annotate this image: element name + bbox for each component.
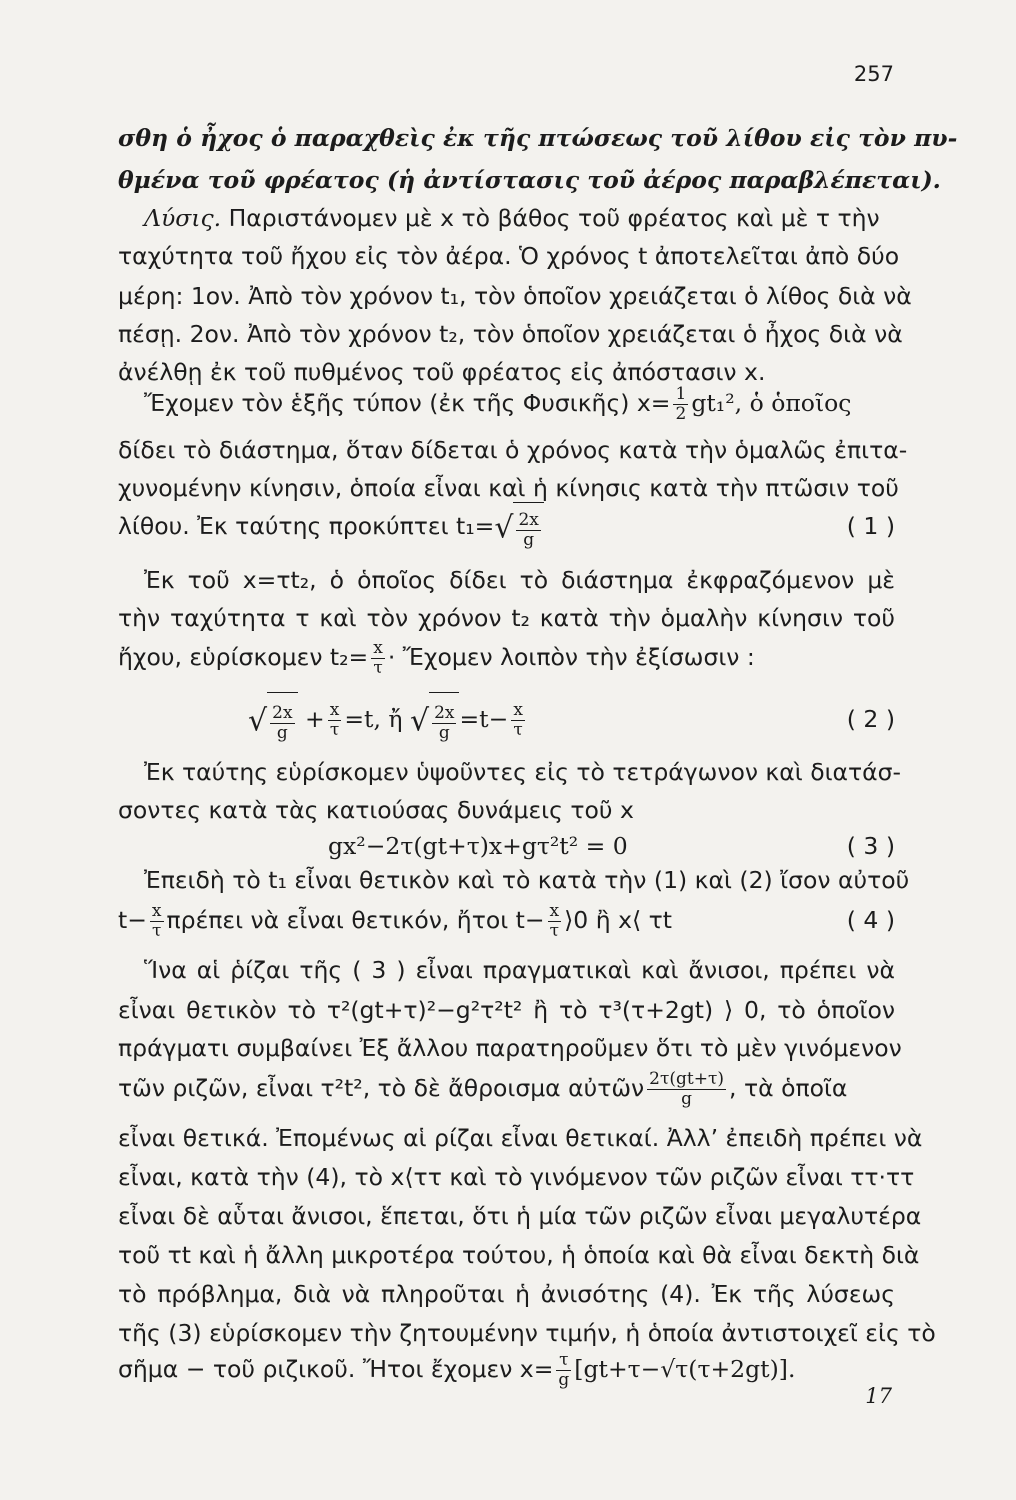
frac-den: τ <box>513 720 523 740</box>
equation-3-body: gx²−2τ(gt+τ)x+gτ²t² = 0 <box>328 832 628 860</box>
text-line-8b: gt₁², ὁ ὁποῖος <box>691 389 852 417</box>
text-line-29: τὸ πρόβλημα, διὰ νὰ πληροῦται ἡ ἀνισότης (4). Ἐκ τῆς λύσεως <box>118 1280 895 1308</box>
text-line-27: εἶναι δὲ αὗται ἄνισοι, ἕπεται, ὅτι ἡ μία τῶν ριζῶν εἶναι μεγαλυτέρα <box>118 1202 922 1230</box>
sqrt-2x-over-g: √ $\frac{2x}{g}$ <box>494 501 544 555</box>
text-line-24a: τῶν ριζῶν, εἶναι τ²t², τὸ δὲ ἄθροισμα αὐτῶν <box>118 1074 645 1102</box>
plus-sign: + <box>305 705 325 733</box>
final-expression: gt+τ−√τ(τ+2gt) <box>583 1355 779 1383</box>
text-line-23: πράγματι συμβαίνει Ἐξ ἄλλου παρατηροῦμεν ὅτι τὸ μὲν γινόμενον <box>118 1034 902 1062</box>
frac-num: x <box>513 700 523 720</box>
equation-2b: =t− <box>459 705 509 733</box>
text-line-20b: πρέπει νὰ εἶναι θετικόν, ἤτοι t− <box>166 906 545 934</box>
text-line-16: Ἐκ ταύτης εὑρίσκομεν ὑψοῦντες εἰς τὸ τετράγωνον καὶ διατάσ- <box>144 758 902 786</box>
frac-num: 2x <box>434 702 455 723</box>
frac-num: 1 <box>675 384 687 404</box>
text-line-20a: t− <box>118 906 147 934</box>
text-line-9: δίδει τὸ διάστημα, ὅταν δίδεται ὁ χρόνος κατὰ τὴν ὁμαλῶς ἐπιτα- <box>118 436 908 464</box>
frac-den: 2 <box>675 404 687 424</box>
text-line-25: εἶναι θετικά. Ἐπομένως αἱ ρίζαι εἶναι θετικαί. Ἀλλ’ ἐπειδὴ πρέπει νὰ <box>118 1124 923 1152</box>
text-line-13: τὴν ταχύτητα τ καὶ τὸν χρόνον t₂ κατὰ τὴν ὁμαλὴν κίνησιν τοῦ <box>118 604 895 632</box>
text-line-24 <box>118 1060 895 1116</box>
text-line-31a: σῆμα − τοῦ ριζικοῦ. Ἤτοι ἔχομεν x= <box>118 1355 554 1383</box>
frac-num: 2x <box>518 509 539 530</box>
text-line-5: μέρη: 1ον. Ἀπὸ τὸν χρόνον t₁, τὸν ὁποῖον χρειάζεται ὁ λίθος διὰ νὰ <box>118 282 912 310</box>
text-line-26: εἶναι, κατὰ τὴν (4), τὸ x⟨ττ καὶ τὸ γινόμενον τῶν ριζῶν εἶναι ττ·ττ <box>118 1163 915 1191</box>
text-line-1: σθη ὁ ἦχος ὁ παραχθεὶς ἐκ τῆς πτώσεως τοῦ λίθου εἰς τὸν πυ- <box>118 124 958 152</box>
text-line-20 <box>118 893 895 947</box>
text-line-7: ἀνέλθῃ ἐκ τοῦ πυθμένος τοῦ φρέατος εἰς ἀπόστασιν x. <box>118 358 766 386</box>
frac-num: τ <box>556 1351 571 1371</box>
frac-den: g <box>681 1089 693 1109</box>
frac-den: τ <box>152 921 162 941</box>
frac-den: g <box>523 529 535 550</box>
page-number: 257 <box>853 62 894 86</box>
equation-number-2: ( 2 ) <box>846 705 895 733</box>
text-line-17: σοντες κατὰ τὰς κατιούσας δυνάμεις τοῦ x <box>118 796 634 824</box>
text-line-2: θμένα τοῦ φρέατος (ἡ ἀντίστασις τοῦ ἀέρος παραβλέπεται). <box>118 166 941 194</box>
equation-2a: =t, ἤ <box>344 705 403 733</box>
text-line-24b: , τὰ ὁποῖα <box>729 1074 848 1102</box>
frac-num: x <box>549 901 560 921</box>
text-line-8 <box>118 375 895 431</box>
text-line-6: πέσῃ. 2ον. Ἀπὸ τὸν χρόνον t₂, τὸν ὁποῖον χρειάζεται ὁ ἦχος διὰ νὰ <box>118 320 903 348</box>
equation-number-3: ( 3 ) <box>846 832 895 860</box>
frac-den: g <box>558 1370 570 1390</box>
frac-num: x <box>329 700 340 720</box>
frac-num: 2τ(gt+τ) <box>649 1069 725 1089</box>
frac-den: τ <box>373 658 383 678</box>
text-line-3 <box>118 198 895 238</box>
text-line-11 <box>118 500 895 552</box>
text-line-14a: ἤχου, εὑρίσκομεν t₂= <box>118 643 369 671</box>
text-line-22: εἶναι θετικὸν τὸ τ²(gt+τ)²−g²τ²t² ἢ τὸ τ³(τ+2gt) ⟩ 0, τὸ ὁποῖον <box>118 996 895 1024</box>
text-line-4: ταχύτητα τοῦ ἤχου εἰς τὸν ἀέρα. Ὁ χρόνος t ἀποτελεῖται ἀπὸ δύο <box>118 242 900 270</box>
text-line-11a: λίθου. Ἐκ ταύτης προκύπτει t₁= <box>118 512 495 540</box>
text-line-8a: Ἔχομεν τὸν ἑξῆς τύπον (ἐκ τῆς Φυσικῆς) x= <box>144 389 671 417</box>
text-line-3-body: Παριστάνομεν μὲ x τὸ βάθος τοῦ φρέατος καὶ μὲ τ τὴν <box>228 204 880 232</box>
fraction-one-half <box>673 385 688 424</box>
text-line-20c: ⟩0 ἢ x⟨ τt <box>564 906 673 934</box>
text-line-10: χυνομένην κίνησιν, ὁποία εἶναι καὶ ἡ κίνησις κατὰ τὴν πτῶσιν τοῦ <box>118 474 899 502</box>
equation-number-1: ( 1 ) <box>846 512 895 540</box>
text-line-31: σῆμα − τοῦ ριζικοῦ. Ἤτοι ἔχομεν x= $\frac{\tau}{g}$ [gt+τ−√τ(τ+2gt)]. <box>118 1350 796 1390</box>
frac-den: g <box>438 722 450 743</box>
text-line-14b: Ἔχομεν λοιπὸν τὴν ἐξίσωσιν : <box>402 643 755 671</box>
text-line-14: ἤχου, εὑρίσκομεν t₂= $\frac{x}{\tau}$ · Ἔχομεν λοιπὸν τὴν ἐξίσωσιν : <box>118 638 755 678</box>
text-line-19: Ἐπειδὴ τὸ t₁ εἶναι θετικὸν καὶ τὸ κατὰ τὴν (1) καὶ (2) ἴσον αὐτοῦ <box>144 866 910 894</box>
frac-den: g <box>276 722 288 743</box>
frac-num: x <box>151 901 162 921</box>
text-line-28: τοῦ τt καὶ ἡ ἄλλη μικροτέρα τούτου, ἡ ὁποία καὶ θὰ εἶναι δεκτὴ διὰ <box>118 1241 920 1269</box>
text-line-30: τῆς (3) εὑρίσκομεν τὴν ζητουμένην τιμήν, ἡ ὁποία ἀντιστοιχεῖ εἰς τὸ <box>118 1319 936 1347</box>
frac-num: x <box>373 638 383 658</box>
solution-label: Λύσις. <box>144 204 222 232</box>
frac-num: 2x <box>272 702 293 723</box>
text-line-21: Ἵνα αἱ ῥίζαι τῆς ( 3 ) εἶναι πραγματικαὶ καὶ ἄνισοι, πρέπει νὰ <box>144 956 895 984</box>
text-line-12: Ἐκ τοῦ x=τt₂, ὁ ὁποῖος δίδει τὸ διάστημα ἐκφραζόμενον μὲ <box>144 566 895 594</box>
frac-den: τ <box>329 720 340 740</box>
frac-den: τ <box>549 921 560 941</box>
signature-number: 17 <box>865 1384 892 1408</box>
equation-number-4: ( 4 ) <box>846 906 895 934</box>
equation-2: √ $\frac{2x}{g}$ + $\frac{x}{\tau}$ =t, ἤ √ $\frac{2x}{g}$ =t− $\frac{x}{\tau}$ ( 2 ) <box>118 690 895 748</box>
